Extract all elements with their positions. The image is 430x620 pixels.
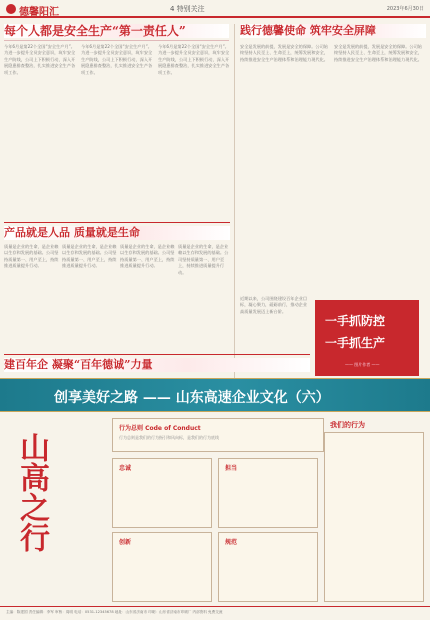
article-2-text-cont: 安全是发展的前提，发展是安全的保障。公司始终坚持人民至上、生命至上，统筹发展和安全，持续推进安全生产治理体系和治理能力现代化。 bbox=[334, 44, 422, 62]
responsibility-title: 我们的行为 bbox=[330, 421, 365, 429]
box-4-title: 规范 bbox=[225, 539, 238, 546]
logo-icon bbox=[6, 4, 16, 14]
article-1-col-1 bbox=[4, 44, 78, 220]
column-divider bbox=[234, 24, 235, 378]
responsibility-box bbox=[324, 432, 424, 602]
article-2-col-1 bbox=[240, 44, 330, 294]
article-4-text: 近期以来，公司围绕建设百年企业目标，凝心聚力，砥砺前行，推动企业高质量发展迈上新台阶。 bbox=[240, 296, 308, 314]
article-3-col-2 bbox=[62, 244, 118, 356]
divider bbox=[4, 40, 229, 41]
article-3-headline: 产品就是人品 质量就是生命 bbox=[4, 226, 140, 239]
article-4-col bbox=[240, 296, 310, 350]
brand-title: 德馨阳汇 bbox=[19, 7, 59, 18]
article-3-text-cont3: 质量是企业的生命，是企业赖以生存和发展的基础。公司坚持质量第一、用户至上，持续推进质量提升行动。 bbox=[178, 244, 229, 275]
slogan-line-1: 一手抓防控 bbox=[325, 314, 386, 328]
article-1-headline-bar bbox=[4, 24, 229, 38]
article-1-text: 今年6月是第22个全国“安全生产月”。为进一步提升全员安全意识，筑牢安全生产防线，公司上下积极行动，深入开展隐患排查整治，扎实推进安全生产各项工作。 bbox=[4, 44, 76, 75]
slogan-block bbox=[315, 300, 419, 376]
article-2-col-2 bbox=[334, 44, 424, 294]
box-4 bbox=[218, 532, 318, 602]
page-footer: 主编：陈建国 责任编辑：李军 审核：周明 电话：0531-12345678 地址：山东省济南市 印刷：山东省济南市印刷厂 内部资料 免费交流 bbox=[0, 606, 430, 620]
calligraphy-title bbox=[14, 432, 110, 572]
article-3-col-1 bbox=[4, 244, 60, 356]
box-2 bbox=[218, 458, 318, 528]
box-3-title: 创新 bbox=[119, 539, 132, 546]
section-rule bbox=[4, 354, 310, 355]
box-1 bbox=[112, 458, 212, 528]
article-3-text: 质量是企业的生命，是企业赖以生存和发展的基础。公司坚持质量第一、用户至上，持续推进质量提升行动。 bbox=[4, 244, 59, 269]
section-rule bbox=[4, 222, 230, 223]
article-1-headline: 每个人都是安全生产“第一责任人” bbox=[4, 24, 186, 38]
code-subtitle: 行为总则是我们的行为指引和风向标，是我们的行为底线 bbox=[119, 435, 219, 440]
article-2-headline-bar bbox=[240, 24, 426, 38]
calligraphy-text: 山高之行 bbox=[14, 432, 49, 552]
box-1-title: 忠诚 bbox=[119, 465, 132, 472]
article-4-headline: 建百年企 凝聚“百年德诚”力量 bbox=[4, 358, 153, 371]
article-1-text-cont2: 今年6月是第22个全国“安全生产月”。为进一步提升全员安全意识，筑牢安全生产防线，公司上下积极行动，深入开展隐患排查整治，扎实推进安全生产各项工作。 bbox=[158, 44, 230, 75]
slogan-line-2: 一手抓生产 bbox=[325, 336, 386, 350]
slogan-credit: —— 图片作者 —— bbox=[345, 362, 380, 367]
article-1-col-3 bbox=[158, 44, 230, 220]
code-title: 行为总则 Code of Conduct bbox=[119, 425, 201, 432]
article-1-col-2 bbox=[81, 44, 155, 220]
article-2-headline: 践行德馨使命 筑牢安全屏障 bbox=[240, 24, 376, 37]
page-number: 4 特别关注 bbox=[170, 5, 205, 13]
box-2-title: 担当 bbox=[225, 465, 238, 472]
page-header bbox=[0, 0, 430, 18]
culture-banner bbox=[0, 378, 430, 412]
banner-title: 创享美好之路 —— 山东高速企业文化（六） bbox=[54, 390, 330, 406]
code-of-conduct-box bbox=[112, 418, 324, 452]
article-1-text-cont: 今年6月是第22个全国“安全生产月”。为进一步提升全员安全意识，筑牢安全生产防线，公司上下积极行动，深入开展隐患排查整治，扎实推进安全生产各项工作。 bbox=[81, 44, 153, 75]
article-3-col-3 bbox=[120, 244, 176, 356]
article-3-text-cont2: 质量是企业的生命，是企业赖以生存和发展的基础。公司坚持质量第一、用户至上，持续推进质量提升行动。 bbox=[120, 244, 175, 269]
issue-date: 2023年6月30日 bbox=[386, 6, 424, 12]
article-3-text-cont: 质量是企业的生命，是企业赖以生存和发展的基础。公司坚持质量第一、用户至上，持续推进质量提升行动。 bbox=[62, 244, 117, 269]
article-4-headline-bar bbox=[4, 358, 310, 372]
article-2-text: 安全是发展的前提，发展是安全的保障。公司始终坚持人民至上、生命至上，统筹发展和安全，持续推进安全生产治理体系和治理能力现代化。 bbox=[240, 44, 328, 62]
box-3 bbox=[112, 532, 212, 602]
article-3-col-4 bbox=[178, 244, 230, 356]
article-3-headline-bar bbox=[4, 226, 230, 240]
